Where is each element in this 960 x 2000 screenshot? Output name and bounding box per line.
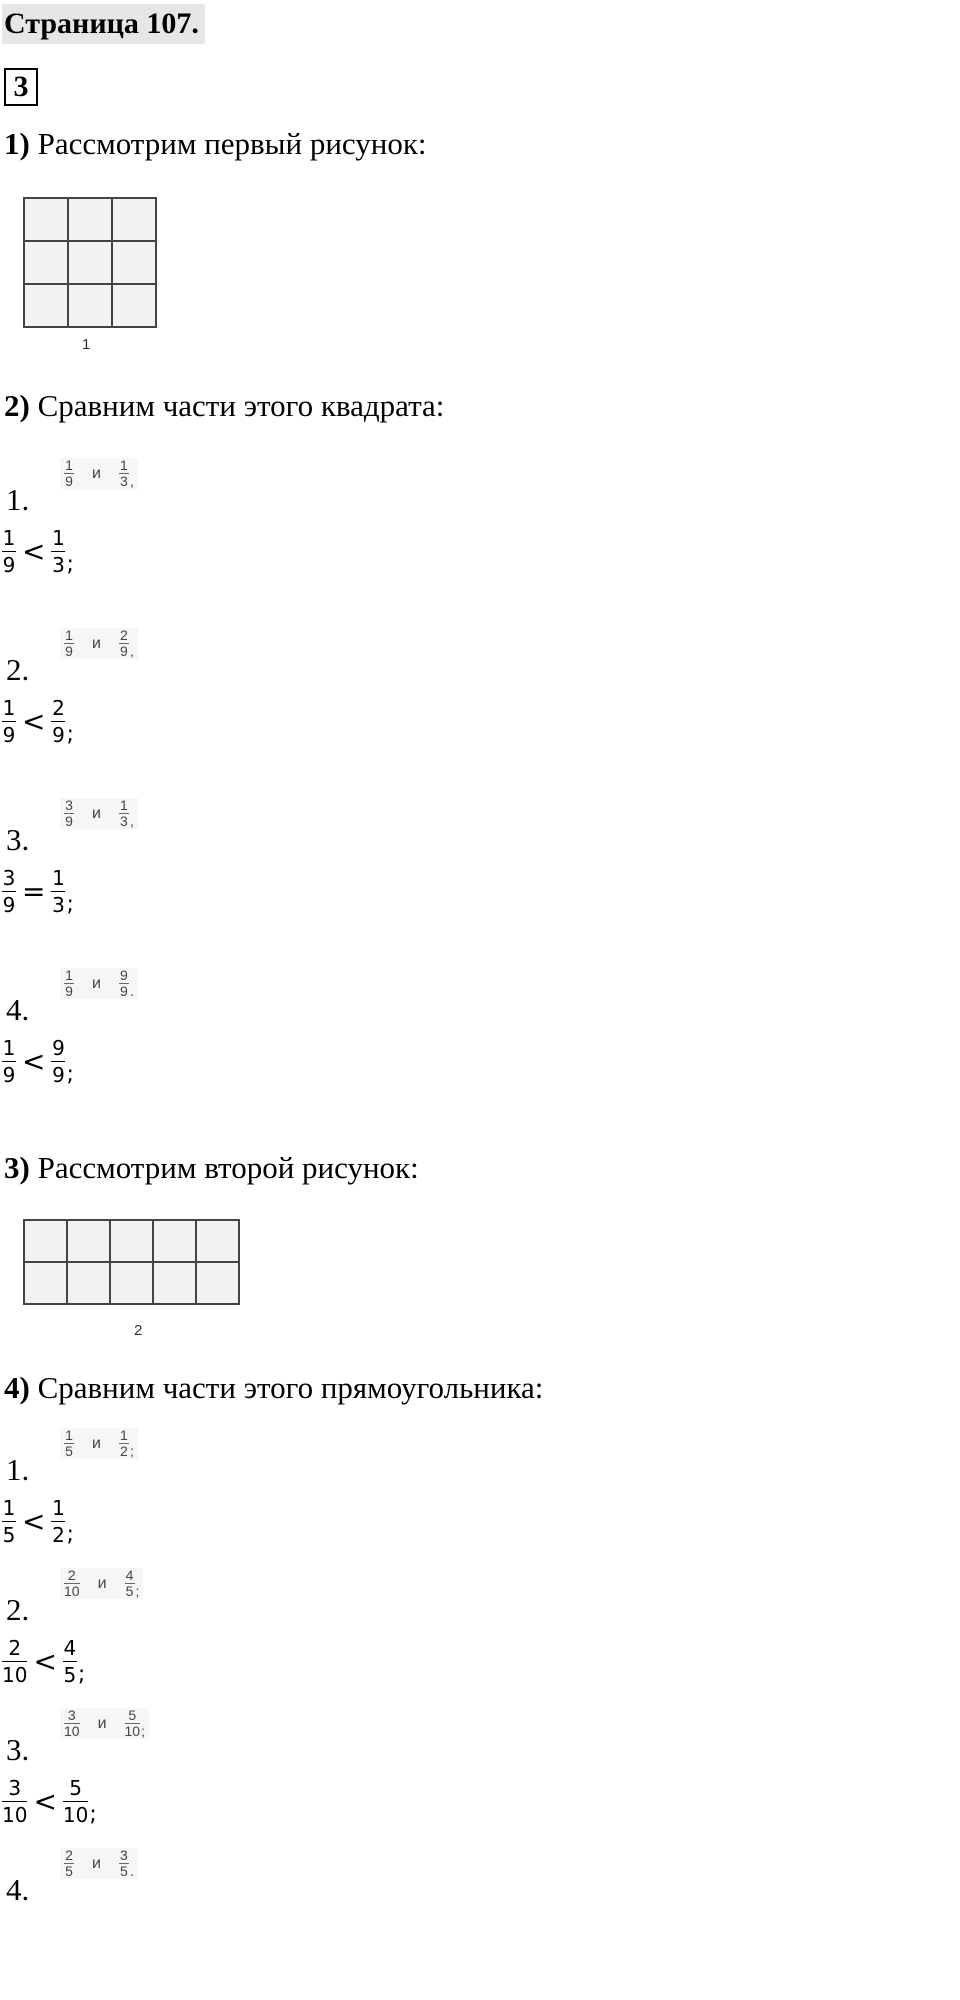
fraction-bar — [63, 1661, 77, 1662]
fraction — [51, 1496, 73, 1547]
grid-cell — [110, 1262, 153, 1304]
item-number: 1. — [6, 482, 30, 517]
grid-cell — [24, 1262, 67, 1304]
fraction-pair-image — [60, 1428, 138, 1459]
numerator: 2 — [120, 627, 128, 643]
fraction-bar — [63, 1801, 88, 1802]
denominator: 9 — [2, 723, 16, 747]
denominator: 3 — [120, 473, 128, 489]
item-number: 3. — [6, 1732, 30, 1767]
fraction — [2, 1036, 16, 1087]
comparison-sign: < — [22, 1045, 46, 1078]
step-number: 4) — [4, 1370, 30, 1405]
numerator: 1 — [120, 797, 128, 813]
comparison — [2, 1036, 74, 1087]
grid-cell — [24, 241, 68, 284]
denominator: 10 — [64, 1723, 80, 1739]
punctuation: ; — [129, 1443, 134, 1459]
item-number: 2. — [6, 1592, 30, 1627]
fraction-pair-image — [60, 1568, 143, 1599]
denominator: 2 — [120, 1443, 128, 1459]
grid-cell — [153, 1262, 196, 1304]
step-4 — [4, 1368, 543, 1408]
fraction — [63, 1776, 97, 1827]
conjunction: и — [92, 1854, 101, 1872]
numerator: 5 — [69, 1776, 83, 1800]
comparison — [2, 866, 74, 917]
denominator: 9 — [120, 983, 128, 999]
denominator: 9 — [120, 643, 128, 659]
small-fraction — [119, 968, 134, 999]
punctuation: ; — [66, 1062, 74, 1087]
denominator: 10 — [2, 1803, 28, 1827]
fraction-pair-image — [60, 968, 138, 999]
conjunction: и — [97, 1714, 107, 1732]
denominator: 9 — [52, 723, 65, 747]
numerator: 1 — [52, 1496, 65, 1520]
grid-cell — [68, 241, 112, 284]
punctuation: , — [129, 813, 134, 829]
denominator: 9 — [52, 1063, 65, 1087]
fraction-bar — [2, 721, 16, 722]
figure-2-label: 2 — [134, 1322, 143, 1339]
punctuation: ; — [66, 722, 74, 747]
denominator: 10 — [124, 1723, 141, 1739]
conjunction: и — [92, 804, 101, 822]
comparison — [2, 696, 74, 747]
figure-1-label: 1 — [82, 336, 91, 353]
comparison-sign: = — [22, 875, 46, 908]
denominator: 9 — [65, 813, 73, 829]
punctuation: . — [129, 983, 134, 999]
small-fraction — [125, 1708, 145, 1739]
numerator: 5 — [128, 1707, 137, 1723]
denominator: 10 — [62, 1803, 89, 1827]
numerator: 9 — [52, 1036, 65, 1060]
task-number-box: 3 — [4, 68, 38, 106]
comparison-sign: < — [22, 705, 46, 738]
fraction-bar — [51, 1521, 65, 1522]
small-fraction — [64, 1848, 74, 1879]
denominator: 10 — [2, 1663, 28, 1687]
step-text: Сравним части этого прямоугольника: — [29, 1370, 544, 1405]
fraction-pair-image — [60, 798, 138, 829]
numerator: 1 — [65, 1427, 73, 1443]
conjunction: и — [92, 974, 101, 992]
grid-cell — [24, 198, 68, 241]
fraction — [2, 696, 16, 747]
fraction — [51, 1036, 73, 1087]
numerator: 3 — [2, 866, 16, 890]
numerator: 2 — [65, 1847, 73, 1863]
fraction — [63, 1636, 85, 1687]
fraction-pair-image — [60, 458, 138, 489]
denominator: 3 — [120, 813, 128, 829]
numerator: 3 — [67, 1707, 76, 1723]
numerator: 4 — [63, 1636, 77, 1660]
numerator: 1 — [120, 457, 128, 473]
conjunction: и — [92, 634, 101, 652]
grid-cell — [112, 198, 156, 241]
denominator: 5 — [2, 1523, 16, 1547]
grid-cell — [68, 284, 112, 327]
fraction-bar — [51, 1061, 65, 1062]
step-number: 1) — [4, 126, 30, 161]
small-fraction — [64, 458, 74, 489]
small-fraction — [119, 1428, 134, 1459]
fraction-bar — [2, 891, 16, 892]
denominator: 9 — [2, 1063, 16, 1087]
punctuation: ; — [66, 552, 74, 577]
small-fraction — [119, 798, 134, 829]
punctuation: ; — [66, 892, 74, 917]
conjunction: и — [92, 464, 101, 482]
denominator: 10 — [64, 1583, 80, 1599]
fraction — [2, 1776, 27, 1827]
grid-cell — [67, 1220, 110, 1262]
numerator: 1 — [2, 1496, 16, 1520]
grid-cell — [24, 1220, 67, 1262]
punctuation: ; — [77, 1662, 86, 1687]
denominator: 5 — [120, 1863, 128, 1879]
small-fraction — [64, 798, 74, 829]
numerator: 4 — [125, 1567, 134, 1583]
numerator: 1 — [65, 627, 73, 643]
step-text: Рассмотрим первый рисунок: — [29, 126, 427, 161]
fraction-pair-image — [60, 628, 138, 659]
fraction — [51, 526, 73, 577]
numerator: 1 — [52, 526, 65, 550]
denominator: 5 — [65, 1863, 73, 1879]
item-number: 2. — [6, 652, 30, 687]
small-fraction — [64, 1708, 80, 1739]
numerator: 1 — [2, 526, 16, 550]
step-number: 3) — [4, 1150, 30, 1185]
fraction-bar — [2, 1661, 27, 1662]
step-number: 2) — [4, 388, 30, 423]
figure-1-square-grid — [22, 196, 158, 330]
fraction — [2, 526, 16, 577]
grid-cell — [24, 284, 68, 327]
step-3 — [4, 1148, 419, 1188]
fraction-pair-image — [60, 1848, 138, 1879]
fraction — [2, 866, 16, 917]
small-fraction — [64, 628, 74, 659]
numerator: 9 — [120, 967, 128, 983]
punctuation: , — [129, 473, 134, 489]
numerator: 1 — [2, 1036, 16, 1060]
step-2 — [4, 386, 444, 426]
punctuation: ; — [66, 1522, 74, 1547]
punctuation: ; — [89, 1802, 97, 1827]
small-fraction — [125, 1568, 140, 1599]
grid-cell — [112, 241, 156, 284]
numerator: 1 — [120, 1427, 128, 1443]
numerator: 2 — [67, 1567, 76, 1583]
denominator: 5 — [65, 1443, 73, 1459]
step-text: Сравним части этого квадрата: — [29, 388, 445, 423]
small-fraction — [64, 1568, 80, 1599]
denominator: 9 — [65, 983, 73, 999]
item-number: 3. — [6, 822, 30, 857]
numerator: 1 — [2, 696, 16, 720]
denominator: 9 — [65, 643, 73, 659]
fraction — [2, 1636, 27, 1687]
fraction-bar — [51, 551, 65, 552]
punctuation: , — [129, 643, 134, 659]
numerator: 1 — [65, 967, 73, 983]
numerator: 1 — [65, 457, 73, 473]
comparison-sign: < — [22, 535, 46, 568]
fraction-bar — [2, 1521, 16, 1522]
denominator: 3 — [52, 553, 65, 577]
fraction — [2, 1496, 16, 1547]
item-number: 1. — [6, 1452, 30, 1487]
numerator: 2 — [52, 696, 65, 720]
denominator: 9 — [2, 893, 16, 917]
fraction — [51, 696, 73, 747]
fraction — [51, 866, 73, 917]
grid-cell — [196, 1220, 239, 1262]
grid-cell — [196, 1262, 239, 1304]
small-fraction — [64, 1428, 74, 1459]
numerator: 3 — [65, 797, 73, 813]
step-text: Рассмотрим второй рисунок: — [29, 1150, 419, 1185]
denominator: 2 — [52, 1523, 65, 1547]
grid-cell — [153, 1220, 196, 1262]
grid-cell — [110, 1220, 153, 1262]
punctuation: ; — [141, 1723, 145, 1739]
fraction-bar — [2, 1801, 27, 1802]
punctuation: ; — [135, 1583, 140, 1599]
denominator: 5 — [63, 1663, 77, 1687]
grid-cell — [67, 1262, 110, 1304]
numerator: 2 — [8, 1636, 22, 1660]
denominator: 9 — [65, 473, 73, 489]
comparison — [2, 526, 74, 577]
numerator: 3 — [120, 1847, 128, 1863]
denominator: 5 — [125, 1583, 134, 1599]
small-fraction — [119, 628, 134, 659]
denominator: 9 — [2, 553, 16, 577]
grid-cell — [112, 284, 156, 327]
fraction-bar — [51, 721, 65, 722]
denominator: 3 — [52, 893, 65, 917]
comparison-sign: < — [22, 1505, 46, 1538]
conjunction: и — [97, 1574, 107, 1592]
figure-2-rectangle-grid — [22, 1218, 242, 1308]
comparison-sign: < — [33, 1645, 57, 1678]
grid-cell — [68, 198, 112, 241]
small-fraction — [119, 1848, 134, 1879]
comparison — [2, 1636, 85, 1687]
numerator: 3 — [8, 1776, 22, 1800]
item-number: 4. — [6, 1872, 30, 1907]
comparison — [2, 1776, 97, 1827]
small-fraction — [64, 968, 74, 999]
fraction-bar — [2, 551, 16, 552]
item-number: 4. — [6, 992, 30, 1027]
step-1 — [4, 124, 427, 164]
fraction-bar — [51, 891, 65, 892]
page-title: Страница 107. — [2, 4, 205, 44]
fraction-bar — [2, 1061, 16, 1062]
numerator: 1 — [52, 866, 65, 890]
fraction-pair-image — [60, 1708, 149, 1739]
punctuation: . — [129, 1863, 134, 1879]
small-fraction — [119, 458, 134, 489]
comparison — [2, 1496, 74, 1547]
conjunction: и — [92, 1434, 101, 1452]
comparison-sign: < — [33, 1785, 57, 1818]
